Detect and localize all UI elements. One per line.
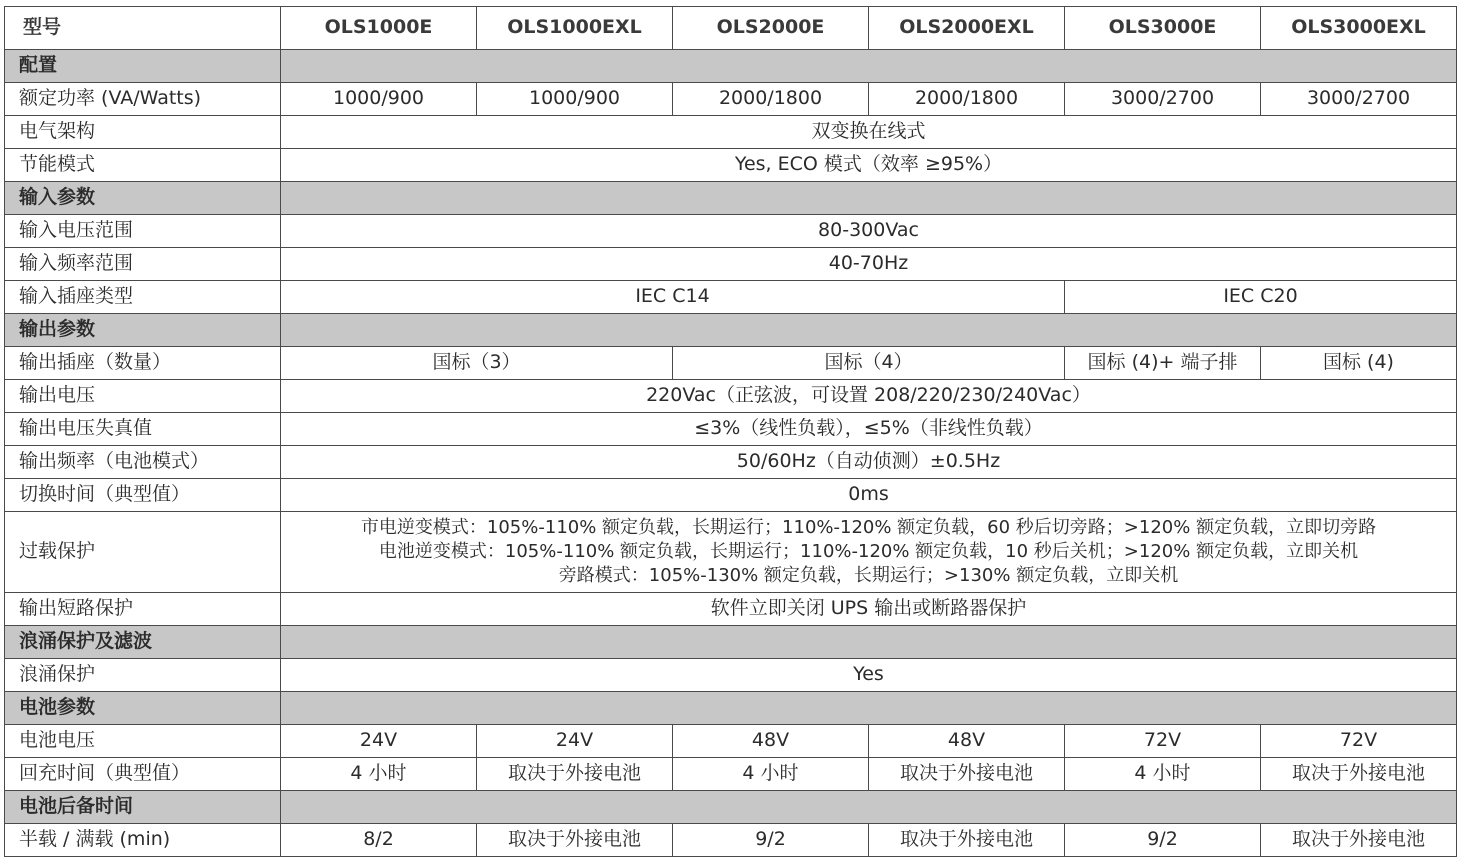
section-row-backup [5,791,1457,824]
cell-value: 国标（3） [281,347,673,380]
section-row-config [5,50,1457,83]
cell-value: 24V [477,725,673,758]
cell-value: 8/2 [281,824,477,857]
cell-value: 国标 (4) [1261,347,1457,380]
cell-value: 1000/900 [477,83,673,116]
cell-value: 3000/2700 [1065,83,1261,116]
row-rated-power [5,83,1457,116]
row-label: 输出短路保护 [5,593,281,626]
section-filler [281,50,1457,83]
row-input-socket [5,281,1457,314]
row-label: 节能模式 [5,149,281,182]
cell-value: 72V [1261,725,1457,758]
cell-value: 3000/2700 [1261,83,1457,116]
row-output-sockets [5,347,1457,380]
cell-value: 9/2 [1065,824,1261,857]
section-title: 浪涌保护及滤波 [5,626,281,659]
cell-value: 取决于外接电池 [1261,758,1457,791]
cell-value: IEC C14 [281,281,1065,314]
cell-value: Yes [281,659,1457,692]
row-overload [5,512,1457,593]
row-output-thd [5,413,1457,446]
section-filler [281,626,1457,659]
cell-value: 取决于外接电池 [869,824,1065,857]
row-label: 过载保护 [5,512,281,593]
section-row-battery [5,692,1457,725]
overload-line: 市电逆变模式：105%-110% 额定负载，长期运行；110%-120% 额定负载，60 秒后切旁路；>120% 额定负载，立即切旁路 [360,517,1377,538]
row-transfer-time [5,479,1457,512]
cell-value: 0ms [281,479,1457,512]
row-short-circuit [5,593,1457,626]
row-topology [5,116,1457,149]
cell-value: 软件立即关闭 UPS 输出或断路器保护 [281,593,1457,626]
row-eco [5,149,1457,182]
row-label: 回充时间（典型值） [5,758,281,791]
cell-value: 国标 (4)+ 端子排 [1065,347,1261,380]
header-label: 型号 [5,7,281,50]
section-title: 电池参数 [5,692,281,725]
section-title: 输入参数 [5,182,281,215]
spec-table [4,6,1457,857]
model-header: OLS3000E [1065,7,1261,50]
row-recharge-time [5,758,1457,791]
row-label: 半载 / 满载 (min) [5,824,281,857]
cell-value: 40-70Hz [281,248,1457,281]
cell-value: 国标（4） [673,347,1065,380]
model-header: OLS3000EXL [1261,7,1457,50]
model-header: OLS1000EXL [477,7,673,50]
model-header: OLS2000E [673,7,869,50]
row-input-voltage [5,215,1457,248]
cell-value [281,512,1457,593]
cell-value: 4 小时 [673,758,869,791]
row-label: 输出插座（数量） [5,347,281,380]
cell-value: 48V [869,725,1065,758]
row-label: 输出电压失真值 [5,413,281,446]
cell-value: 9/2 [673,824,869,857]
cell-value: 取决于外接电池 [477,824,673,857]
cell-value: 2000/1800 [673,83,869,116]
row-label: 输出频率（电池模式） [5,446,281,479]
section-filler [281,692,1457,725]
model-header: OLS2000EXL [869,7,1065,50]
overload-line: 旁路模式：105%-130% 额定负载，长期运行；>130% 额定负载，立即关机 [558,565,1179,586]
section-filler [281,182,1457,215]
row-output-frequency [5,446,1457,479]
row-label: 浪涌保护 [5,659,281,692]
row-label: 电池电压 [5,725,281,758]
section-title: 输出参数 [5,314,281,347]
cell-value: 4 小时 [281,758,477,791]
row-battery-voltage [5,725,1457,758]
row-surge-protection [5,659,1457,692]
cell-value: Yes, ECO 模式（效率 ≥95%） [281,149,1457,182]
cell-value: IEC C20 [1065,281,1457,314]
section-filler [281,791,1457,824]
cell-value: 48V [673,725,869,758]
row-label: 切换时间（典型值） [5,479,281,512]
cell-value: 取决于外接电池 [477,758,673,791]
row-label: 输出电压 [5,380,281,413]
cell-value: 取决于外接电池 [869,758,1065,791]
header-row [5,7,1457,50]
row-label: 输入频率范围 [5,248,281,281]
cell-value: 双变换在线式 [281,116,1457,149]
row-output-voltage [5,380,1457,413]
cell-value: 50/60Hz（自动侦测）±0.5Hz [281,446,1457,479]
cell-value: 24V [281,725,477,758]
section-title: 电池后备时间 [5,791,281,824]
cell-value: 1000/900 [281,83,477,116]
section-row-output [5,314,1457,347]
section-row-input [5,182,1457,215]
row-label: 额定功率 (VA/Watts) [5,83,281,116]
overload-line: 电池逆变模式：105%-110% 额定负载，长期运行；110%-120% 额定负载，10 秒后关机；>120% 额定负载，立即关机 [378,541,1359,562]
section-row-surge [5,626,1457,659]
row-label: 电气架构 [5,116,281,149]
model-header: OLS1000E [281,7,477,50]
section-title: 配置 [5,50,281,83]
cell-value: 2000/1800 [869,83,1065,116]
cell-value: 220Vac（正弦波，可设置 208/220/230/240Vac） [281,380,1457,413]
cell-value: 4 小时 [1065,758,1261,791]
row-runtime [5,824,1457,857]
row-input-frequency [5,248,1457,281]
cell-value: 取决于外接电池 [1261,824,1457,857]
row-label: 输入插座类型 [5,281,281,314]
cell-value: ≤3%（线性负载），≤5%（非线性负载） [281,413,1457,446]
row-label: 输入电压范围 [5,215,281,248]
cell-value: 72V [1065,725,1261,758]
cell-value: 80-300Vac [281,215,1457,248]
section-filler [281,314,1457,347]
